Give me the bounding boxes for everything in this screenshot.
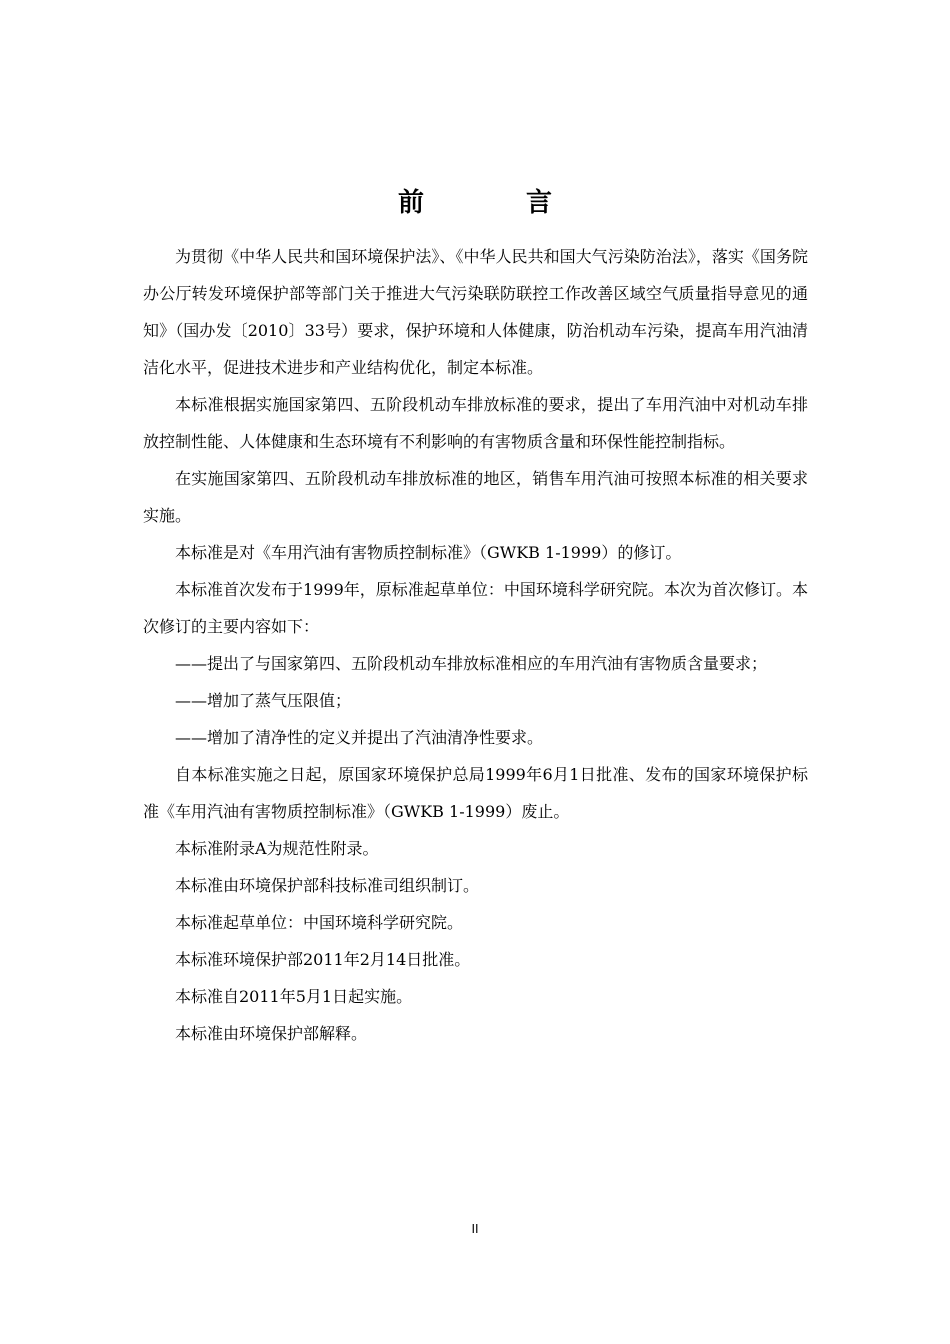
page-title: 前 言 (397, 188, 590, 219)
paragraph-basis: 本标准根据实施国家第四、五阶段机动车排放标准的要求，提出了车用汽油中对机动车排放控制性能、人体健康和生态环境有不利影响的有害物质含量和环保性能控制指标。 (143, 395, 808, 451)
list-item-revision-3: ——增加了清净性的定义并提出了汽油清净性要求。 (175, 728, 544, 747)
paragraph-purpose: 为贯彻《中华人民共和国环境保护法》、《中华人民共和国大气污染防治法》，落实《国务院办公厅转发环境保护部等部门关于推进大气污染联防联控工作改善区域空气质量指导意见的通知》（国办发〔2010〕33号）要求，保护环境和人体健康，防治机动车污染，提高车用汽油清洁化水平，促进技术进步和产业结构优化，制定本标准。 (143, 247, 808, 377)
paragraph-interpretation: 本标准由环境保护部解释。 (175, 1024, 368, 1043)
list-item-revision-2: ——增加了蒸气压限值； (175, 691, 352, 710)
page-number: II (471, 1222, 479, 1236)
document-body (143, 238, 808, 1052)
paragraph-implementation-area: 在实施国家第四、五阶段机动车排放标准的地区，销售车用汽油可按照本标准的相关要求实施。 (143, 469, 808, 525)
paragraph-organizer: 本标准由环境保护部科技标准司组织制订。 (175, 876, 480, 895)
paragraph-appendix: 本标准附录A为规范性附录。 (175, 839, 379, 858)
paragraph-approval-date: 本标准环境保护部2011年2月14日批准。 (175, 950, 471, 969)
paragraph-history: 本标准首次发布于1999年，原标准起草单位：中国环境科学研究院。本次为首次修订。本次修订的主要内容如下： (143, 580, 808, 636)
paragraph-abolition: 自本标准实施之日起，原国家环境保护总局1999年6月1日批准、发布的国家环境保护标准《车用汽油有害物质控制标准》（GWKB 1-1999）废止。 (143, 765, 808, 821)
paragraph-revision-of: 本标准是对《车用汽油有害物质控制标准》（GWKB 1-1999）的修订。 (175, 543, 682, 562)
paragraph-drafting-unit: 本标准起草单位：中国环境科学研究院。 (175, 913, 464, 932)
list-item-revision-1: ——提出了与国家第四、五阶段机动车排放标准相应的车用汽油有害物质含量要求； (175, 654, 768, 673)
paragraph-effective-date: 本标准自2011年5月1日起实施。 (175, 987, 413, 1006)
